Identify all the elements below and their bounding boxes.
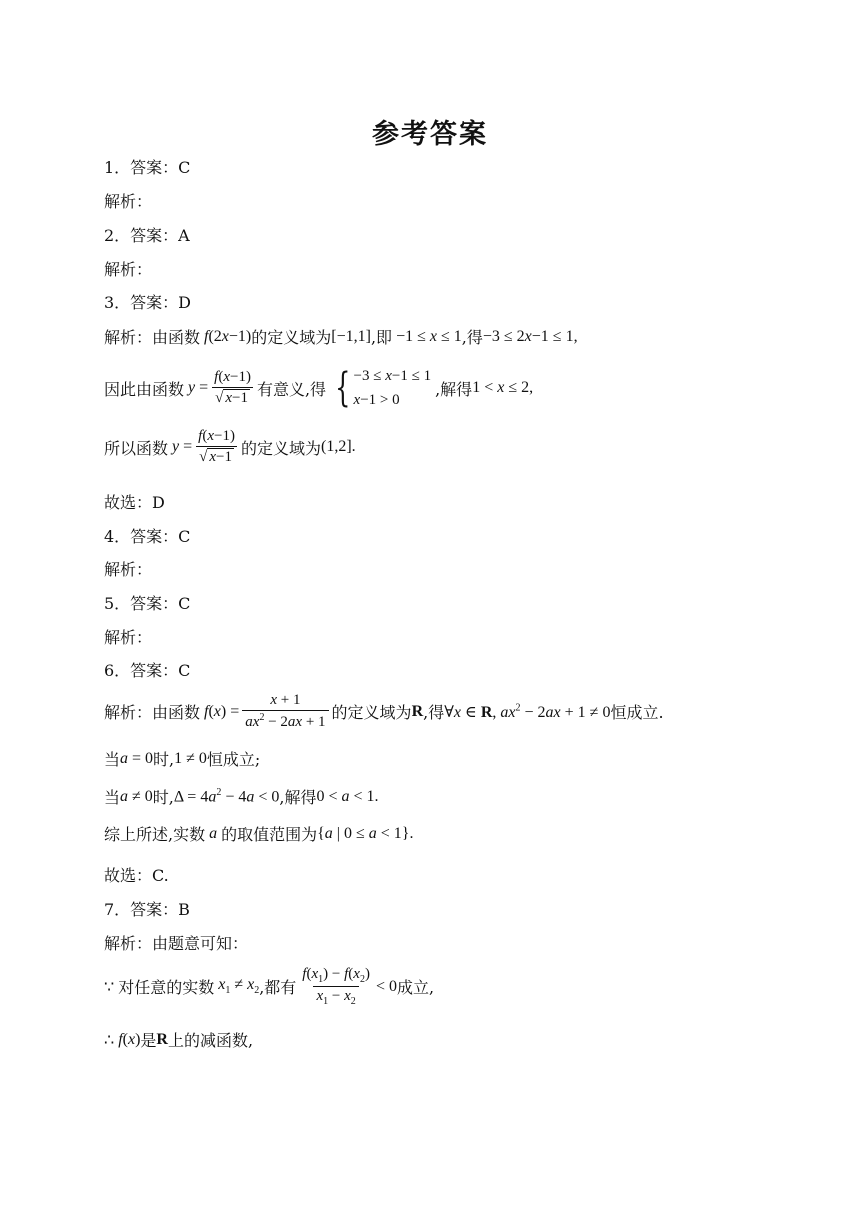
q2-answer: 2．答案：A [104,226,190,245]
text: 的定义域为 [251,328,332,347]
text: 综上所述,实数 [104,825,206,844]
fraction: f(x−1) √ x−1 [195,428,238,466]
math-formula: R [411,702,424,720]
math-formula: a ≠ 0 [120,787,153,805]
math-formula: −1 ≤ x ≤ 1 [392,327,462,345]
math-formula: [−1,1] [331,327,371,345]
fraction: f(x−1) √ x−1 [211,369,254,407]
text: 的定义域为 [240,438,321,458]
math-formula: −3 ≤ 2x−1 ≤ 1, [482,327,578,345]
math-formula: (1,2]. [320,438,356,455]
math-formula: f(x) [118,1030,141,1048]
text: 解析：由函数 [104,328,201,347]
text: 的取值范围为 [221,825,318,844]
text: ,即 [370,328,393,347]
q5-answer: 5．答案：C [104,594,191,613]
equation-system: { −3 ≤ x−1 ≤ 1 x−1 > 0 [335,365,432,411]
math-formula: f(2x−1) [200,327,252,345]
because-symbol: ∵ [104,978,119,996]
math-formula: $x_1 \ne x_2$ [214,976,260,997]
fraction: $\frac{f(x_1) - f(x_2)}{x_1 - x_2}$ [302,966,370,1007]
q3-analysis-line1 [104,325,578,348]
q6-choice: 故选：C. [104,866,169,885]
q7-answer: 7．答案：B [104,900,190,919]
math-formula: y = [168,438,193,455]
q1-analysis: 解析： [104,192,153,211]
q6-analysis-line2 [104,747,260,770]
math-formula: {a | 0 ≤ a < 1}. [317,824,414,842]
q7-analysis-line1: 解析：由题意可知： [104,934,249,953]
q1-answer: 1．答案：C [104,158,191,177]
text: ,解得 [279,788,317,807]
math-formula: 1 < x ≤ 2, [472,379,534,396]
text: ,得 [423,703,445,722]
text: 时, [152,788,174,807]
q6-analysis-line4 [104,822,413,845]
q3-choice: 故选：D [104,493,165,512]
math-formula: ∀x ∈ R, $ax^2 - 2ax + 1 \ne 0$ [444,702,611,721]
text: ,解得 [435,379,473,399]
q6-analysis-line1 [104,692,664,731]
text: 当 [104,750,121,769]
text: 是 [140,1031,157,1050]
math-formula: 0 < a < 1. [316,787,379,805]
text: 时, [153,750,175,769]
text: 成立, [396,978,435,997]
math-formula: R [156,1030,168,1048]
q4-answer: 4．答案：C [104,527,191,546]
q7-analysis-line3 [104,1028,253,1051]
math-formula: < 0 [375,977,397,995]
math-formula: a [205,824,222,842]
text: 所以函数 [104,438,169,458]
text: 对任意的实数 [118,978,215,997]
math-formula: y = [184,379,209,396]
text: 解析：由函数 [104,703,201,722]
math-formula: 1 ≠ 0 [174,749,207,767]
q4-analysis: 解析： [104,560,153,579]
text: 恒成立. [610,703,664,722]
page-title: 参考答案 [372,119,488,150]
text: 上的减函数, [167,1031,254,1050]
q3-analysis-line3 [104,428,356,466]
q6-answer: 6．答案：C [104,661,191,680]
therefore-symbol: ∴ [104,1031,119,1049]
q5-analysis: 解析： [104,628,153,647]
math-formula: f(x) = [200,702,240,720]
q3-analysis-line2 [104,364,533,412]
q6-analysis-line3 [104,785,379,808]
q2-analysis: 解析： [104,260,153,279]
text: 当 [104,788,121,807]
text: 的定义域为 [331,703,412,722]
text: 有意义,得 [256,379,327,399]
math-formula: $\Delta = 4a^2 - 4a < 0$ [173,786,280,806]
q7-analysis-line2 [104,966,434,1007]
text: ,得 [461,328,483,347]
fraction: $\frac{x + 1}{ax^2 - 2ax + 1}$ [242,692,328,731]
q3-answer: 3．答案：D [104,293,192,312]
text: 恒成立; [206,750,261,769]
math-formula: a = 0 [120,749,154,767]
text: 因此由函数 [104,379,185,399]
text: ,都有 [259,978,297,997]
